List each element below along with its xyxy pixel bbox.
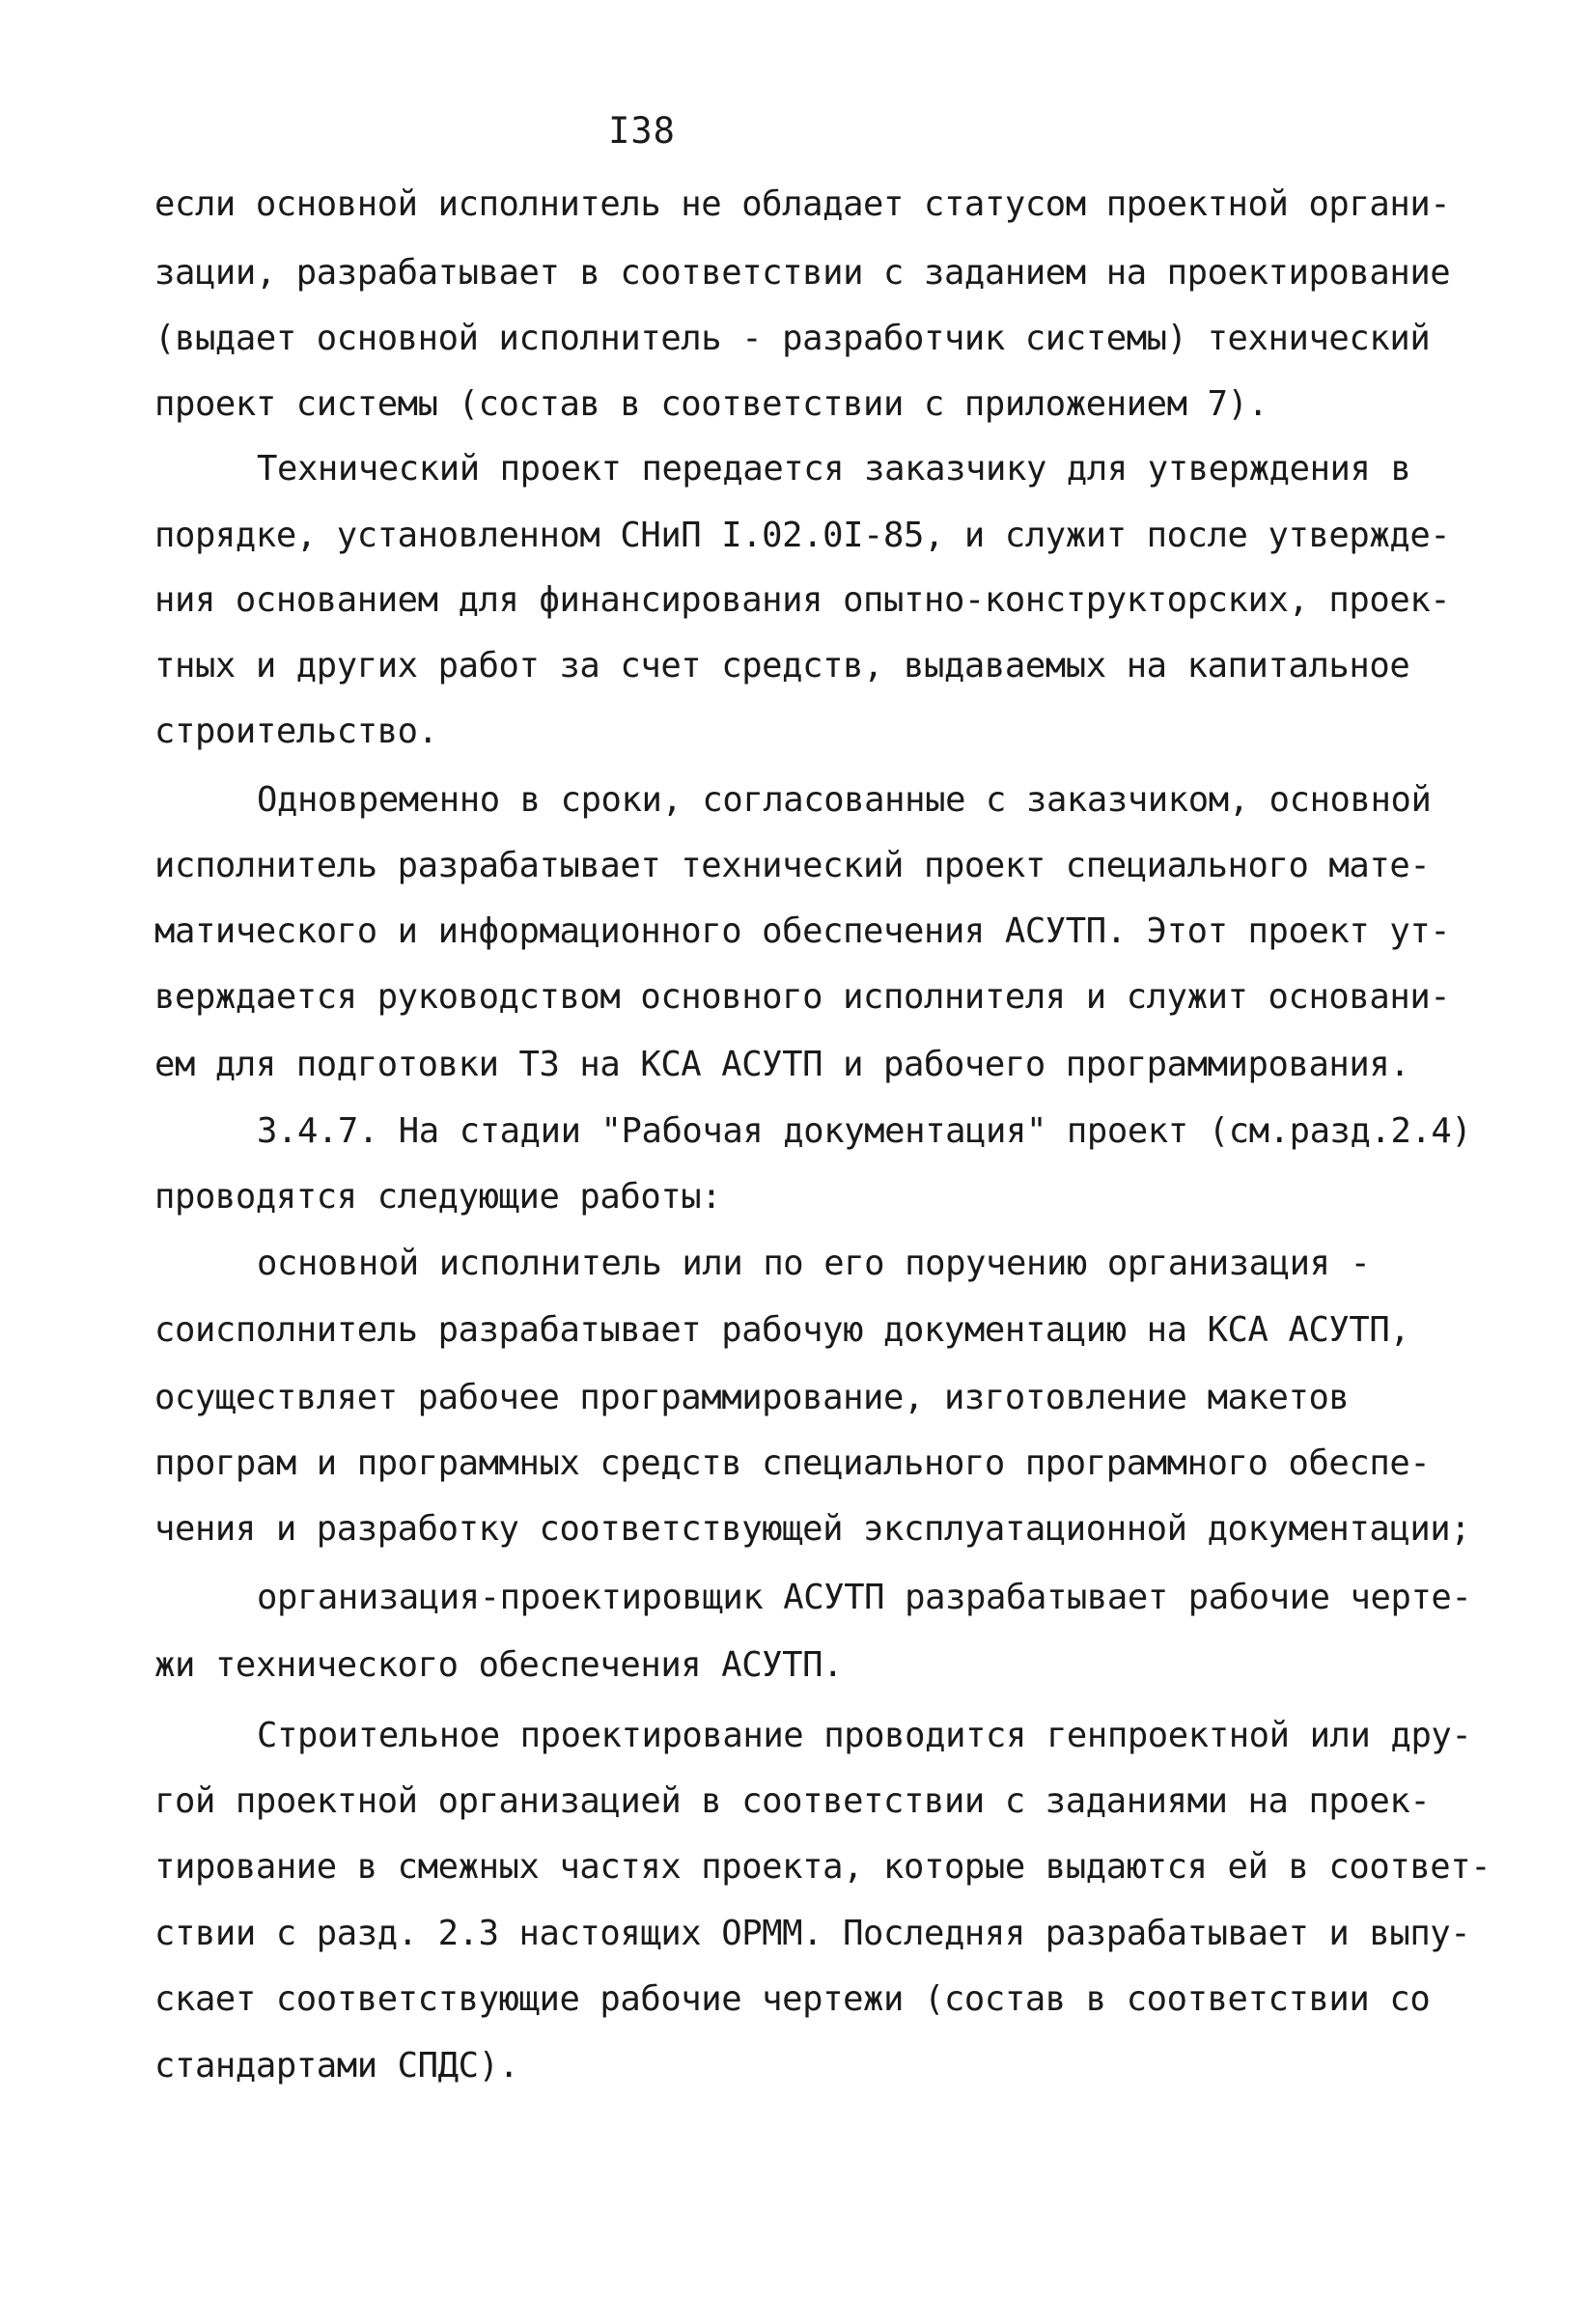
text-line: чения и разработку соответствующей эксплуатационной документации; <box>154 1509 1471 1549</box>
text-line: зации, разрабатывает в соответствии с заданием на проектирование <box>154 253 1451 293</box>
text-line: соисполнитель разрабатывает рабочую документацию на КСА АСУТП, <box>154 1310 1410 1350</box>
text-line: строительство. <box>154 712 438 751</box>
text-line: Технический проект передается заказчику для утверждения в <box>257 449 1411 489</box>
text-line: ствии с разд. 2.3 настоящих ОРММ. Последняя разрабатывает и выпу- <box>154 1914 1471 1953</box>
page-number: I38 <box>608 110 676 152</box>
text-line: гой проектной организацией в соответствии с заданиями на проек- <box>154 1781 1431 1821</box>
text-line: скает соответствующие рабочие чертежи (состав в соответствии со <box>154 1979 1431 2019</box>
text-line: (выдает основной исполнитель - разработчик системы) технический <box>154 319 1431 358</box>
text-line: осуществляет рабочее программирование, изготовление макетов <box>154 1378 1350 1417</box>
text-line: организация-проектировщик АСУТП разрабатывает рабочие черте- <box>257 1578 1472 1617</box>
text-line: основной исполнитель или по его поручению организация - <box>257 1244 1371 1283</box>
text-line: исполнитель разрабатывает технический проект специального мате- <box>154 846 1431 885</box>
text-line: верждается руководством основного исполнителя и служит основани- <box>154 977 1451 1017</box>
text-line: ния основанием для финансирования опытно-конструкторских, проек- <box>154 580 1451 620</box>
text-line: стандартами СПДС). <box>154 2046 519 2086</box>
text-line: проект системы (состав в соответствии с приложением 7). <box>154 384 1268 424</box>
text-line: проводятся следующие работы: <box>154 1177 722 1217</box>
text-line: если основной исполнитель не обладает статусом проектной органи- <box>154 184 1451 224</box>
text-line: тных и других работ за счет средств, выдаваемых на капитальное <box>154 646 1410 686</box>
text-line: матического и информационного обеспечения АСУТП. Этот проект ут- <box>154 911 1451 951</box>
text-line: 3.4.7. На стадии "Рабочая документация" проект (см.разд.2.4) <box>257 1111 1472 1151</box>
text-line: порядке, установленном СНиП I.02.0I-85, и служит после утвержде- <box>154 516 1451 555</box>
text-line: тирование в смежных частях проекта, которые выдаются ей в соответ- <box>154 1847 1491 1887</box>
text-line: ем для подготовки ТЗ на КСА АСУТП и рабочего программирования. <box>154 1045 1410 1084</box>
text-line: програм и программных средств специального программного обеспе- <box>154 1443 1431 1483</box>
text-line: Строительное проектирование проводится генпроектной или дру- <box>257 1716 1472 1755</box>
text-line: жи технического обеспечения АСУТП. <box>154 1645 844 1685</box>
text-line: Одновременно в сроки, согласованные с заказчиком, основной <box>257 780 1432 820</box>
